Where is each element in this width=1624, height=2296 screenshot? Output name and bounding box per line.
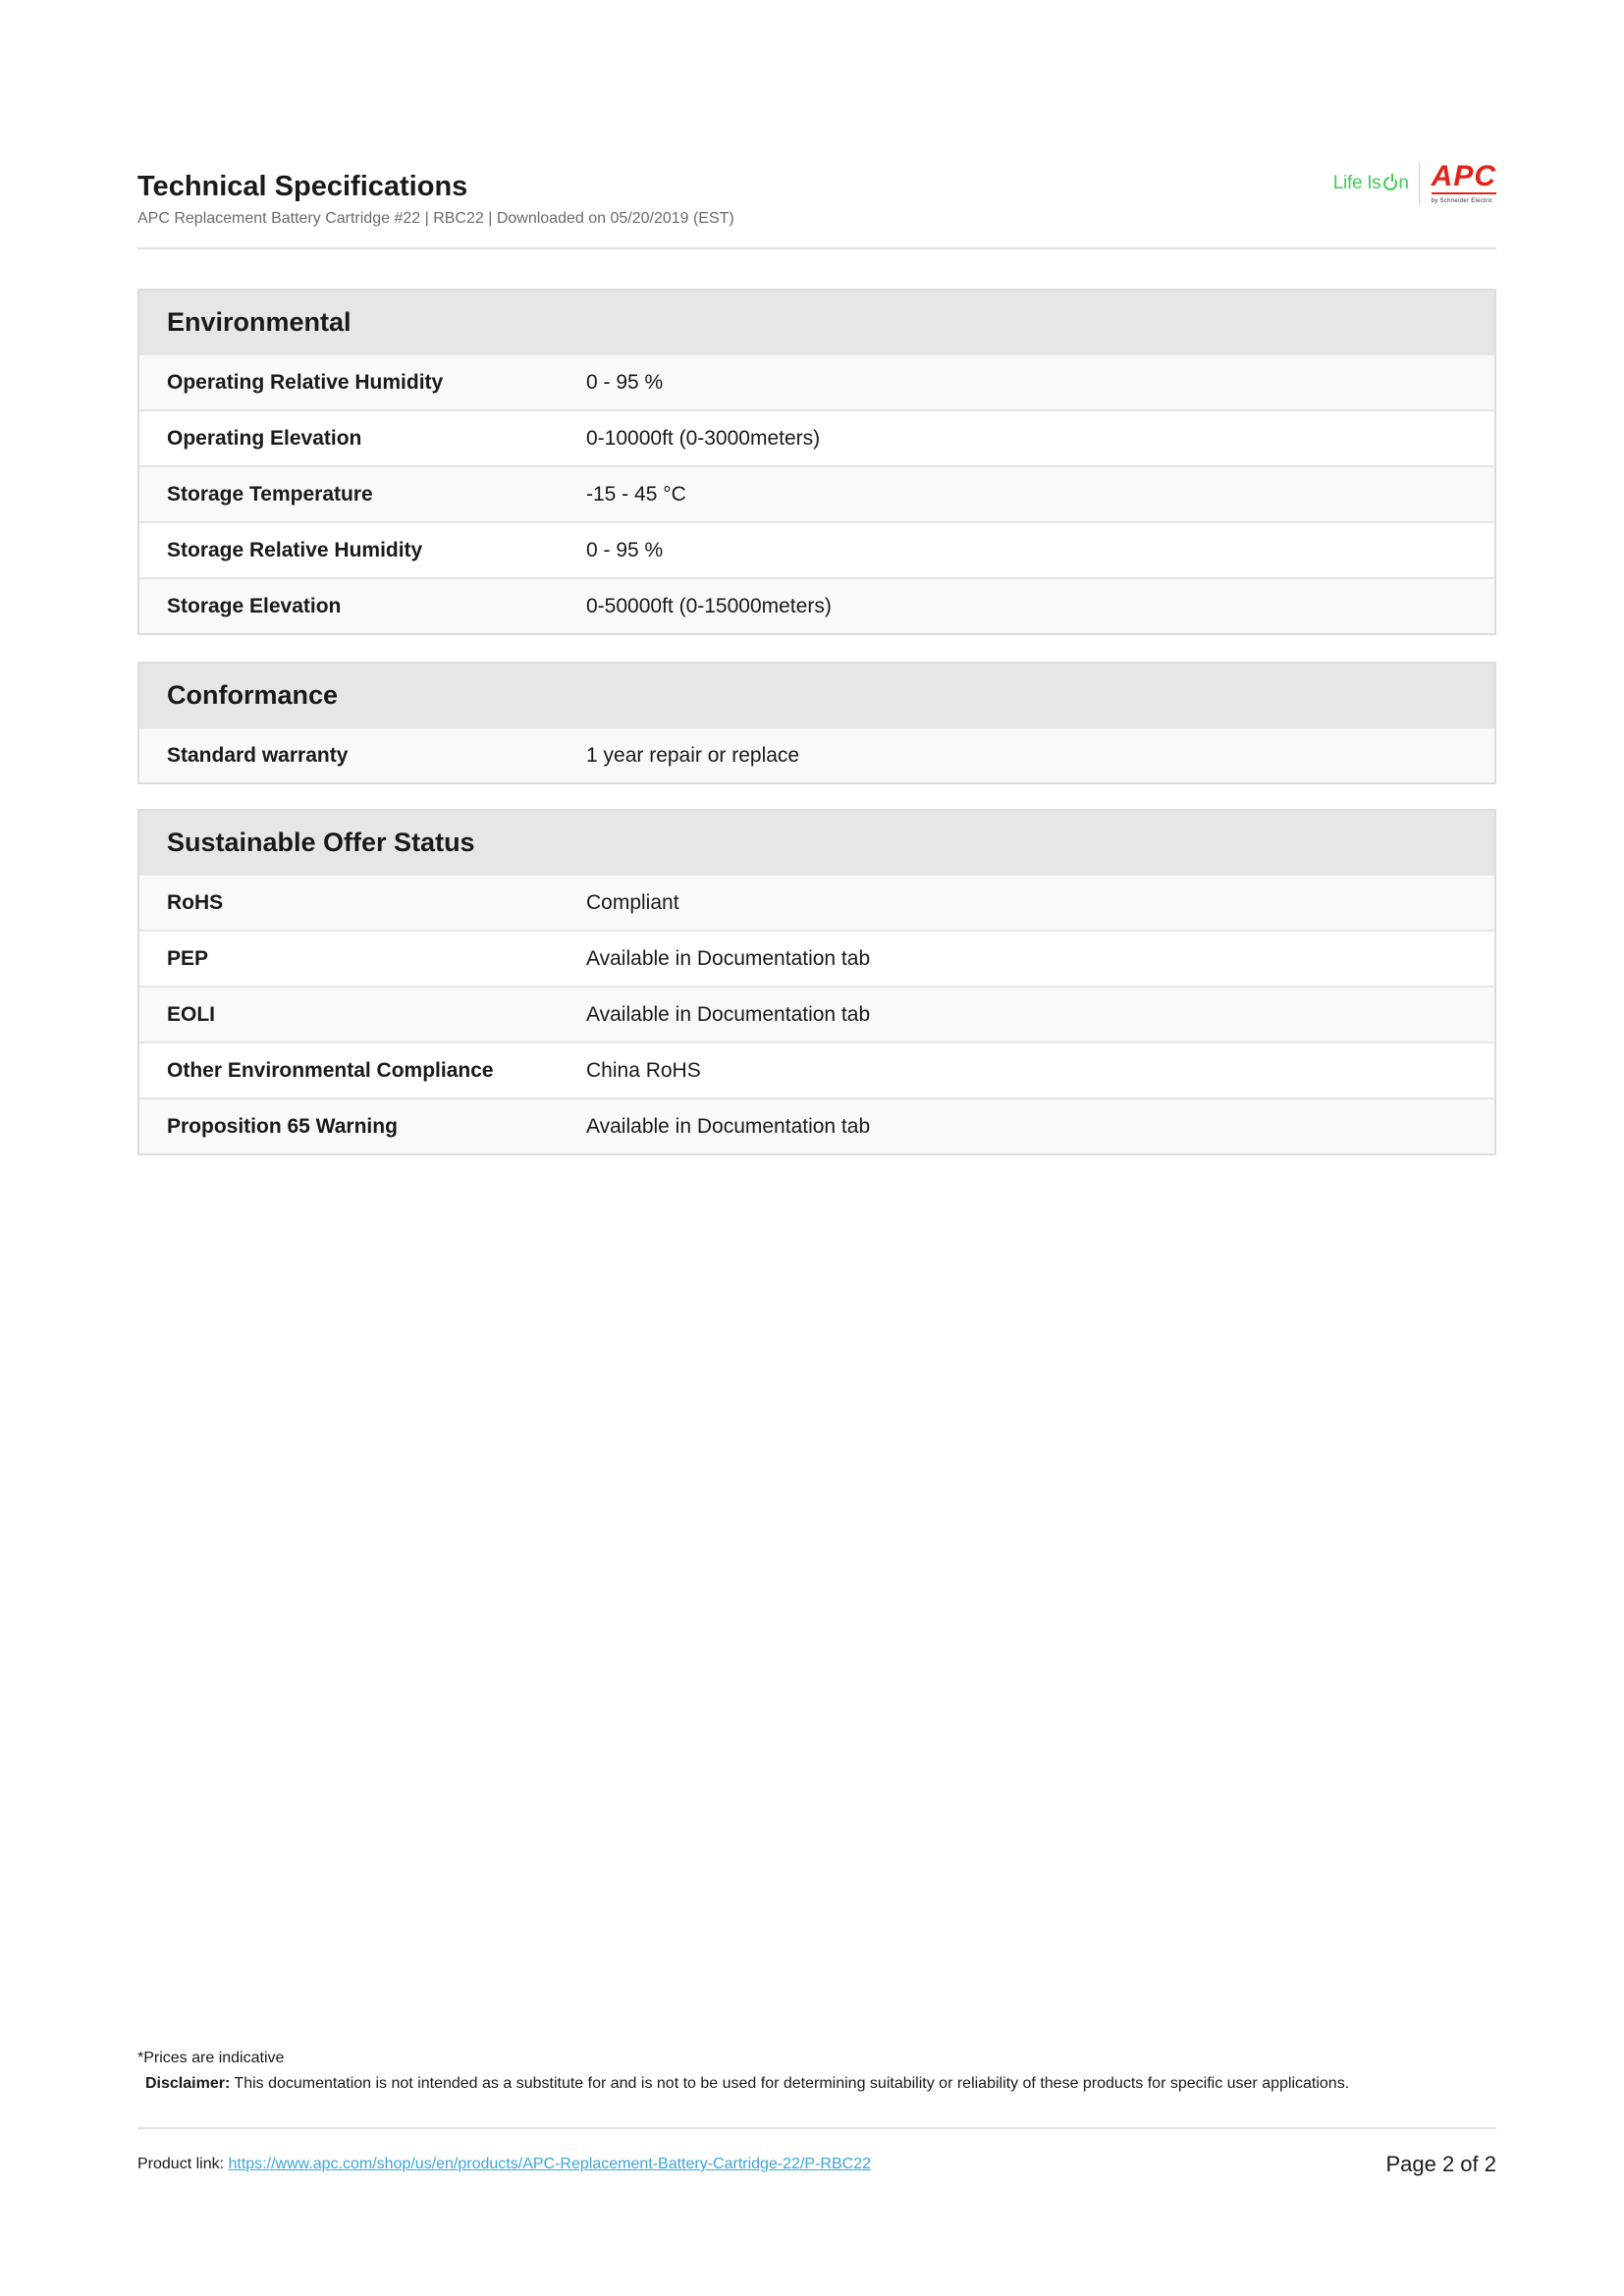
- spec-row: [139, 577, 1494, 633]
- spec-row: [139, 1041, 1494, 1097]
- section-conformance: [137, 662, 1496, 784]
- spec-value: China RoHS: [586, 1058, 701, 1082]
- section-title: Sustainable Offer Status: [139, 811, 1494, 874]
- product-link-label: Product link:: [137, 2156, 229, 2172]
- spec-label: Proposition 65 Warning: [167, 1114, 398, 1138]
- spec-value: Available in Documentation tab: [586, 946, 871, 970]
- prices-note: *Prices are indicative: [137, 2050, 285, 2066]
- brand-logos: [1333, 159, 1496, 208]
- product-link-url[interactable]: https://www.apc.com/shop/us/en/products/APC-Replacement-Battery-Cartridge-22/P-RBC22: [228, 2156, 871, 2172]
- spec-row: [139, 409, 1494, 465]
- spec-label: Storage Temperature: [167, 482, 373, 506]
- spec-row: [139, 874, 1494, 930]
- life-is-on-text-end: n: [1398, 173, 1409, 193]
- spec-value: 0-50000ft (0-15000meters): [586, 594, 832, 617]
- spec-label: Operating Relative Humidity: [167, 370, 444, 394]
- spec-row: [139, 465, 1494, 521]
- spec-value: Available in Documentation tab: [586, 1114, 871, 1138]
- apc-byline: by Schneider Electric: [1431, 198, 1493, 204]
- spec-label: Standard warranty: [167, 743, 349, 767]
- spec-label: Other Environmental Compliance: [167, 1058, 494, 1082]
- spec-label: Storage Elevation: [167, 594, 342, 617]
- document-title: Technical Specifications: [137, 171, 468, 202]
- life-is-on-logo: [1333, 173, 1409, 194]
- spec-row: [139, 930, 1494, 986]
- spec-row: [139, 1097, 1494, 1153]
- spec-value: 0 - 95 %: [586, 538, 664, 561]
- disclaimer-text: This documentation is not intended as a substitute for and is not to be used for determining suitability or reliability of these products for specific user applications.: [230, 2075, 1350, 2092]
- spec-row: [139, 986, 1494, 1041]
- spec-row: [139, 521, 1494, 577]
- disclaimer-label: Disclaimer:: [145, 2075, 231, 2092]
- spec-row: [139, 726, 1494, 782]
- spec-value: 0-10000ft (0-3000meters): [586, 426, 821, 450]
- spec-label: RoHS: [167, 890, 224, 914]
- product-link: [137, 2156, 871, 2173]
- document-header: [137, 160, 1496, 249]
- spec-value: 0 - 95 %: [586, 370, 664, 394]
- spec-value: -15 - 45 °C: [586, 482, 686, 506]
- spec-label: Storage Relative Humidity: [167, 538, 423, 561]
- spec-row: [139, 353, 1494, 409]
- spec-value: Compliant: [586, 890, 679, 914]
- document-subtitle: APC Replacement Battery Cartridge #22 | RBC22 | Downloaded on 05/20/2019 (EST): [137, 210, 734, 227]
- page-number: Page 2 of 2: [1385, 2152, 1496, 2176]
- section-environmental: [137, 289, 1496, 635]
- apc-wordmark: APC: [1431, 160, 1496, 192]
- spec-label: EOLI: [167, 1002, 216, 1026]
- apc-logo: [1431, 160, 1496, 204]
- section-title: Environmental: [139, 291, 1494, 353]
- spec-label: PEP: [167, 946, 209, 970]
- spec-value: Available in Documentation tab: [586, 1002, 871, 1026]
- life-is-on-text: Life Is: [1332, 173, 1381, 193]
- section-title: Conformance: [139, 664, 1494, 726]
- section-sustainable-offer-status: [137, 809, 1496, 1155]
- spec-value: 1 year repair or replace: [586, 743, 800, 767]
- spec-label: Operating Elevation: [167, 426, 362, 450]
- brand-divider: [1419, 162, 1420, 205]
- power-icon: [1383, 177, 1397, 190]
- footer-divider: [137, 2127, 1496, 2129]
- disclaimer: [145, 2075, 1349, 2093]
